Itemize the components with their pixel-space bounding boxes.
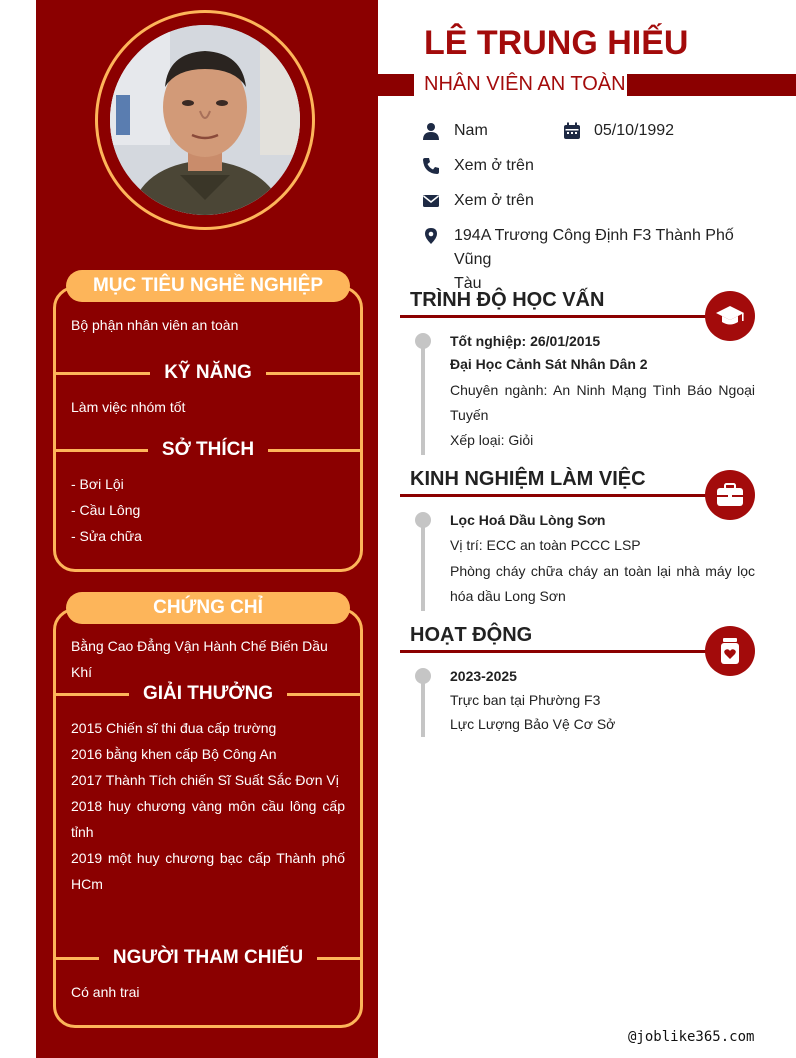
experience-description-cont: hóa dầu Long Sơn (450, 588, 566, 604)
divider (266, 372, 360, 375)
section-divider (400, 494, 730, 497)
list-item: - Sửa chữa (71, 528, 142, 544)
list-item: - Cầu Lông (71, 502, 141, 518)
divider (56, 957, 99, 960)
awards-heading-text: GIẢI THƯỞNG (142, 683, 274, 704)
objective-text: Bộ phận nhân viên an toàn (71, 317, 239, 333)
experience-entry (450, 508, 755, 609)
references-heading-text: NGƯỜI THAM CHIẾU (112, 947, 304, 968)
awards-list (71, 715, 345, 897)
divider (268, 449, 360, 452)
education-date: Tốt nghiệp: 26/01/2015 (450, 333, 601, 349)
references-heading (56, 945, 360, 971)
title-bar (378, 74, 414, 96)
section-divider (400, 315, 730, 318)
education-grade: Xếp loại: Giỏi (450, 432, 534, 448)
address-line: 194A Trương Công Định F3 Thành Phố Vũng (454, 227, 734, 268)
list-item: 2016 bằng khen cấp Bộ Công An (71, 746, 277, 762)
timeline-dot (415, 512, 431, 528)
divider (317, 957, 360, 960)
skills-text: Làm việc nhóm tốt (71, 399, 186, 415)
phone-icon (422, 157, 440, 175)
skills-heading (56, 360, 360, 386)
phone: Xem ở trên (454, 157, 534, 174)
job-title: NHÂN VIÊN AN TOÀN (424, 73, 626, 95)
activity-line: Trực ban tại Phường F3 (450, 692, 601, 708)
avatar (110, 25, 300, 215)
timeline-dot (415, 333, 431, 349)
gender: Nam (454, 122, 488, 139)
experience-company: Lọc Hoá Dầu Lòng Sơn (450, 512, 606, 528)
experience-heading: KINH NGHIỆM LÀM VIỆC (410, 468, 646, 490)
divider (287, 693, 360, 696)
education-entry (450, 329, 755, 453)
skills-heading-text: KỸ NĂNG (164, 362, 252, 383)
activity-entry (450, 664, 755, 736)
education-major-cont: Tuyến (450, 407, 489, 423)
list-item: 2017 Thành Tích chiến Sĩ Suất Sắc Đơn Vị (71, 772, 339, 788)
timeline-line (421, 519, 425, 611)
list-item: - Bơi Lội (71, 476, 124, 492)
address-line: Tàu (454, 275, 482, 292)
list-item: 2015 Chiến sĩ thi đua cấp trường (71, 720, 277, 736)
address (454, 224, 774, 296)
email: Xem ở trên (454, 192, 534, 209)
activity-line: Lực Lượng Bảo Vệ Cơ Sở (450, 716, 616, 732)
timeline-line (421, 340, 425, 455)
timeline-dot (415, 668, 431, 684)
references-text: Có anh trai (71, 984, 140, 1000)
birthday: 05/10/1992 (594, 122, 675, 139)
title-bar (627, 74, 796, 96)
list-item: 2018 huy chương vàng môn cầu lông cấp (71, 798, 345, 814)
list-item: HCm (71, 876, 103, 892)
watermark-text: @joblike365.com (628, 1029, 755, 1045)
list-item: 2019 một huy chương bạc cấp Thành phố (71, 850, 345, 866)
location-icon (422, 227, 440, 245)
education-school: Đại Học Cảnh Sát Nhân Dân 2 (450, 356, 648, 372)
list-item: tỉnh (71, 824, 94, 840)
hobbies-heading-text: SỞ THÍCH (161, 439, 255, 460)
email-icon (422, 192, 440, 210)
activity-period: 2023-2025 (450, 668, 517, 684)
hobbies-list (71, 471, 345, 549)
timeline-line (421, 675, 425, 737)
certificates-heading: CHỨNG CHỈ (66, 592, 350, 624)
activities-heading: HOẠT ĐỘNG (410, 624, 533, 646)
avatar-photo (110, 25, 300, 215)
user-icon (422, 122, 440, 140)
awards-heading (56, 681, 360, 707)
certificates-text: Bằng Cao Đẳng Vận Hành Chế Biến Dầu Khí (71, 638, 328, 680)
calendar-icon (563, 122, 581, 140)
section-divider (400, 650, 730, 653)
experience-description: Phòng cháy chữa cháy an toàn lại nhà máy lọc (450, 563, 755, 579)
hobbies-heading (56, 437, 360, 463)
divider (56, 693, 129, 696)
candidate-name: LÊ TRUNG HIẾU (424, 24, 689, 62)
education-major: Chuyên ngành: An Ninh Mạng Tình Báo Ngoại (450, 382, 755, 398)
divider (56, 372, 150, 375)
divider (56, 449, 148, 452)
experience-position: Vị trí: ECC an toàn PCCC LSP (450, 537, 641, 553)
objective-heading: MỤC TIÊU NGHỀ NGHIỆP (66, 270, 350, 302)
education-heading: TRÌNH ĐỘ HỌC VẤN (410, 289, 605, 311)
